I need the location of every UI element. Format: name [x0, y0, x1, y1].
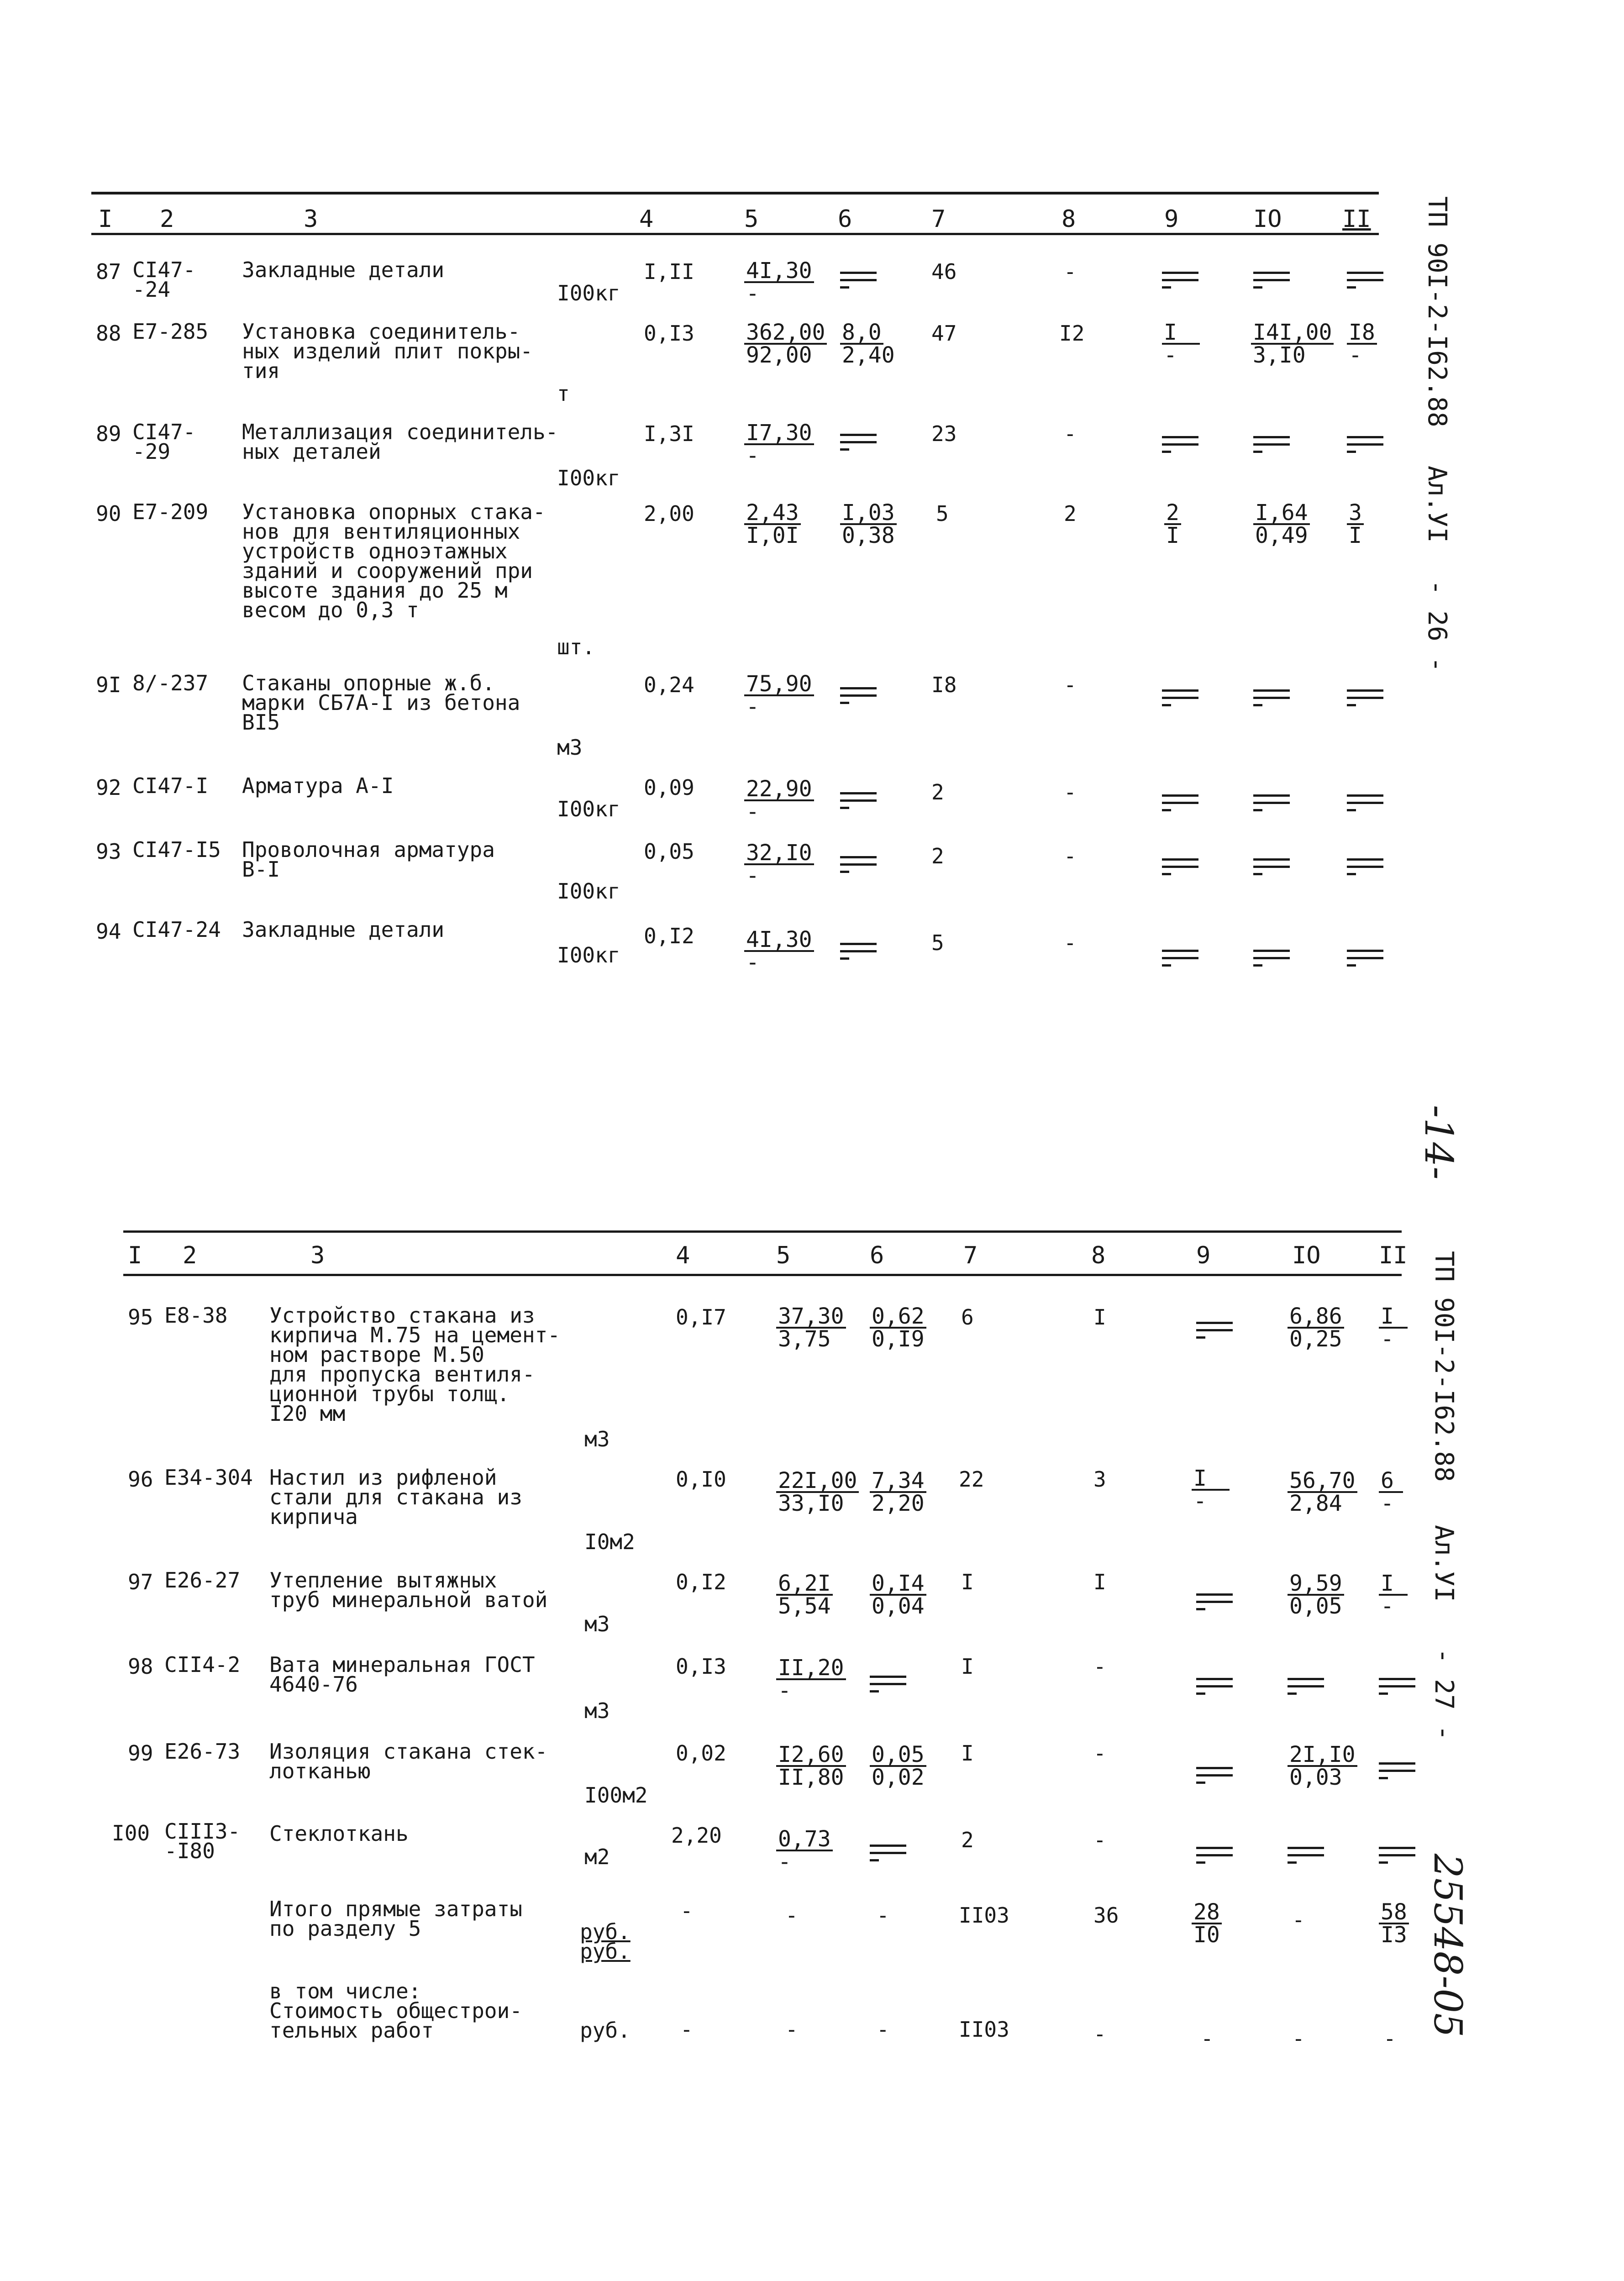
- row-description: Изоляция стакана стек- лотканью: [269, 1739, 548, 1783]
- ditto-mark: [1162, 950, 1198, 968]
- row-total: 22: [959, 1467, 984, 1492]
- row-col10: $\frac{9,59}{0,05}$: [1288, 1573, 1344, 1617]
- ditto-mark: [870, 1845, 906, 1863]
- ditto-mark: [1288, 1678, 1324, 1696]
- row-code: СI47- -24: [132, 258, 196, 302]
- row-quantity: 0,I3: [676, 1654, 726, 1679]
- row-number: 89: [96, 421, 121, 446]
- row-unit-price: 22,90 -: [744, 778, 814, 822]
- row-unit: м3: [584, 1698, 610, 1723]
- row-quantity: 2,00: [644, 501, 694, 526]
- row-description: Закладные детали: [242, 917, 445, 942]
- col-header-5: 5: [744, 205, 759, 233]
- row-description: Вата минеральная ГОСТ 4640-76: [269, 1652, 535, 1697]
- totals-col8: 36: [1093, 1903, 1119, 1928]
- bottom-top-rule: [123, 1230, 1402, 1233]
- row-unit-price: 4I,30 -: [744, 260, 814, 304]
- row-number: 92: [96, 775, 121, 800]
- ditto-mark: [1253, 950, 1290, 968]
- col-header-1: I: [128, 1242, 142, 1269]
- row-unit: I00кг: [557, 943, 620, 967]
- handwritten-code: 25548-05: [1425, 1854, 1470, 2038]
- row-col10: $\frac{I,64}{0,49}$: [1253, 502, 1310, 546]
- row-col9: I -: [1162, 322, 1200, 366]
- row-unit-price: 0,73 -: [776, 1829, 833, 1872]
- col-header-6: 6: [870, 1242, 884, 1269]
- ditto-mark: [1253, 794, 1290, 813]
- ditto-mark: [1162, 272, 1198, 290]
- ditto-mark: [840, 792, 877, 810]
- row-description: Арматура А-I: [242, 773, 394, 798]
- row-number: 97: [128, 1570, 153, 1594]
- row-unit: I00кг: [557, 797, 620, 821]
- stamp-code-bottom: ТП 90I-2-I62.88: [1429, 1251, 1459, 1482]
- col-header-7: 7: [963, 1242, 978, 1269]
- row-col8: -: [1064, 259, 1077, 284]
- page-number-top: - 26 -: [1422, 580, 1452, 673]
- col-header-8: 8: [1062, 205, 1076, 233]
- row-col6: $\frac{8,0}{2,40}$: [840, 322, 897, 366]
- row-col8: I: [1093, 1305, 1106, 1330]
- row-code: СIII3- -I80: [164, 1819, 241, 1863]
- totals-col4: -: [680, 1898, 693, 1923]
- ditto-mark: [870, 1676, 906, 1694]
- row-col8: 3: [1093, 1467, 1106, 1492]
- row-total: 6: [961, 1305, 974, 1330]
- row-code: СI47- -29: [132, 420, 196, 464]
- totals-col10: -: [1292, 1908, 1305, 1932]
- row-total: I: [961, 1570, 974, 1594]
- row-unit: I00кг: [557, 281, 620, 305]
- ditto-mark: [1253, 689, 1290, 708]
- row-unit-price: $\frac{I2,60}{II,80}$: [776, 1744, 846, 1788]
- ditto-mark: [1196, 1847, 1233, 1865]
- row-col11: 6 -: [1379, 1470, 1403, 1514]
- including-col4: -: [680, 2017, 693, 2042]
- row-code: Е26-27: [164, 1568, 241, 1592]
- row-number: 98: [128, 1654, 153, 1679]
- row-total: 47: [931, 321, 957, 346]
- album-label-top: Ал.УI: [1422, 466, 1452, 543]
- row-col10: $\frac{56,70}{2,84}$: [1288, 1470, 1357, 1514]
- row-col8: -: [1064, 673, 1077, 697]
- ditto-mark: [1253, 858, 1290, 877]
- row-total: I8: [931, 673, 957, 697]
- row-col11: $\frac{3}{I}$: [1347, 502, 1364, 546]
- row-quantity: 0,02: [676, 1741, 726, 1766]
- totals-col7: II03: [959, 1903, 1009, 1928]
- row-description: Устройство стакана из кирпича М.75 на цемент- ном растворе М.50 для пропуска вентиля- ционной трубы толщ. I20 мм: [269, 1303, 560, 1426]
- totals-col5: -: [785, 1903, 798, 1928]
- row-unit-price: 4I,30 -: [744, 929, 814, 973]
- row-number: 90: [96, 501, 121, 526]
- ditto-mark: [1347, 950, 1383, 968]
- row-quantity: 0,I2: [676, 1570, 726, 1594]
- ditto-mark: [1379, 1678, 1415, 1696]
- row-total: 46: [931, 259, 957, 284]
- ditto-mark: [840, 434, 877, 452]
- row-number: I00: [112, 1821, 150, 1845]
- row-unit-price: $\frac{37,30}{3,75}$: [776, 1306, 846, 1350]
- ditto-mark: [1196, 1593, 1233, 1612]
- ditto-mark: [1162, 689, 1198, 708]
- row-col8: -: [1064, 844, 1077, 868]
- ditto-mark: [1347, 858, 1383, 877]
- row-unit-price: $\frac{22I,00}{33,I0}$: [776, 1470, 859, 1514]
- ditto-mark: [1253, 272, 1290, 290]
- row-unit: т: [557, 381, 570, 406]
- row-unit-price: II,20 -: [776, 1657, 846, 1701]
- row-description: Настил из рифленой стали для стакана из кирпича: [269, 1465, 522, 1529]
- row-total: I: [961, 1654, 974, 1679]
- col-header-11: II: [1379, 1242, 1408, 1269]
- row-col6: $\frac{7,34}{2,20}$: [870, 1470, 926, 1514]
- row-quantity: I,II: [644, 259, 694, 284]
- row-number: 95: [128, 1305, 153, 1330]
- row-total: 2: [931, 780, 944, 804]
- ditto-mark: [1196, 1767, 1233, 1785]
- row-number: 9I: [96, 673, 121, 697]
- row-col8: -: [1093, 1654, 1106, 1679]
- totals-col11: $\frac{58}{I3}$: [1379, 1902, 1409, 1945]
- including-col8: -: [1093, 2022, 1106, 2046]
- ditto-mark: [1347, 794, 1383, 813]
- row-number: 94: [96, 919, 121, 944]
- col-header-8: 8: [1091, 1242, 1106, 1269]
- row-quantity: 0,24: [644, 673, 694, 697]
- col-header-2: 2: [183, 1242, 197, 1269]
- row-col10: $\frac{6,86}{0,25}$: [1288, 1306, 1344, 1350]
- col-header-4: 4: [639, 205, 654, 233]
- ditto-mark: [1162, 858, 1198, 877]
- row-col9: $\frac{2}{I}$: [1164, 502, 1181, 546]
- totals-unit: руб. руб.: [580, 1919, 631, 1964]
- row-unit: I00кг: [557, 879, 620, 904]
- row-number: 93: [96, 839, 121, 864]
- row-code: Е7-285: [132, 319, 209, 344]
- col-header-5: 5: [776, 1242, 791, 1269]
- handwritten-page-number: -14-: [1416, 1105, 1461, 1180]
- including-col5: -: [785, 2017, 798, 2042]
- col-header-9: 9: [1196, 1242, 1211, 1269]
- header-rule: [91, 233, 1379, 235]
- row-col10: $\frac{2I,I0}{0,03}$: [1288, 1744, 1357, 1788]
- col-header-9: 9: [1164, 205, 1179, 233]
- row-col10: $\frac{I4I,00}{3,I0}$: [1251, 322, 1334, 366]
- row-quantity: 0,09: [644, 775, 694, 800]
- album-label-bottom: Ал.УI: [1429, 1525, 1459, 1602]
- row-quantity: 0,05: [644, 839, 694, 864]
- row-code: Е7-209: [132, 499, 209, 524]
- row-number: 99: [128, 1741, 153, 1766]
- col-header-2: 2: [160, 205, 174, 233]
- row-unit: I0м2: [584, 1529, 635, 1554]
- row-total: 2: [961, 1828, 974, 1852]
- ditto-mark: [1162, 436, 1198, 454]
- row-col8: -: [1064, 930, 1077, 955]
- including-unit: руб.: [580, 2018, 631, 2043]
- including-col10: -: [1292, 2026, 1305, 2051]
- row-code: СI47-I5: [132, 837, 221, 862]
- row-quantity: 2,20: [671, 1823, 722, 1848]
- row-unit: м3: [584, 1612, 610, 1636]
- ditto-mark: [1253, 436, 1290, 454]
- including-description: в том числе: Стоимость общестрои- тельных работ: [269, 1979, 522, 2043]
- row-code: СI47-I: [132, 773, 209, 798]
- row-col8: -: [1093, 1741, 1106, 1766]
- row-total: 2: [931, 844, 944, 868]
- col-header-1: I: [98, 205, 113, 233]
- col-header-11: II: [1342, 205, 1371, 233]
- row-col9: I -: [1192, 1468, 1230, 1512]
- row-col6: $\frac{I,03}{0,38}$: [840, 502, 897, 546]
- ditto-mark: [1162, 794, 1198, 813]
- ditto-mark: [1196, 1322, 1233, 1340]
- row-unit-price: $\frac{362,00}{92,00}$: [744, 322, 827, 366]
- page-number-bottom: - 27 -: [1429, 1648, 1459, 1741]
- row-unit-price: $\frac{6,2I}{5,54}$: [776, 1573, 833, 1617]
- row-unit-price: 75,90 -: [744, 673, 814, 717]
- including-col7: II03: [959, 2017, 1009, 2042]
- ditto-mark: [840, 687, 877, 705]
- row-col11: I -: [1379, 1306, 1408, 1350]
- row-total: 5: [936, 501, 949, 526]
- row-unit: м2: [584, 1845, 610, 1869]
- row-number: 96: [128, 1467, 153, 1492]
- row-description: Металлизация соединитель- ных деталей: [242, 420, 558, 464]
- row-col6: $\frac{0,05}{0,02}$: [870, 1744, 926, 1788]
- col-header-7: 7: [931, 205, 946, 233]
- row-unit: м3: [584, 1427, 610, 1451]
- row-description: Проволочная арматура В-I: [242, 837, 495, 882]
- col-header-3: 3: [310, 1242, 325, 1269]
- ditto-mark: [840, 272, 877, 290]
- ditto-mark: [1347, 689, 1383, 708]
- including-col11: -: [1383, 2026, 1396, 2051]
- ditto-mark: [1347, 272, 1383, 290]
- row-code: Е8-38: [164, 1303, 228, 1328]
- row-col6: $\frac{0,62}{0,I9}$: [870, 1306, 926, 1350]
- row-unit-price: $\frac{2,43}{I,0I}$: [744, 502, 801, 546]
- row-total: 23: [931, 421, 957, 446]
- row-unit: I00м2: [584, 1783, 648, 1808]
- row-unit: м3: [557, 735, 583, 760]
- row-total: I: [961, 1741, 974, 1766]
- row-col11: I8 -: [1347, 322, 1377, 366]
- col-header-3: 3: [304, 205, 318, 233]
- row-description: Стеклоткань: [269, 1821, 409, 1846]
- row-quantity: I,3I: [644, 421, 694, 446]
- row-unit-price: I7,30 -: [744, 422, 814, 466]
- row-description: Установка соединитель- ных изделий плит покры- тия: [242, 319, 533, 383]
- col-header-6: 6: [838, 205, 852, 233]
- row-number: 88: [96, 321, 121, 346]
- row-unit: шт.: [557, 635, 595, 659]
- row-code: Е34-304: [164, 1465, 253, 1490]
- row-number: 87: [96, 259, 121, 284]
- row-col11: I -: [1379, 1573, 1408, 1617]
- row-quantity: 0,I3: [644, 321, 694, 346]
- ditto-mark: [840, 856, 877, 874]
- bottom-header-rule: [123, 1274, 1402, 1276]
- stamp-code-top: ТП 90I-2-I62.88: [1422, 196, 1452, 427]
- totals-description: Итого прямые затраты по разделу 5: [269, 1897, 522, 1941]
- row-quantity: 0,I0: [676, 1467, 726, 1492]
- col-header-10: IO: [1253, 205, 1282, 233]
- ditto-mark: [1288, 1847, 1324, 1865]
- totals-col9: $\frac{28}{I0}$: [1192, 1902, 1222, 1945]
- row-col6: $\frac{0,I4}{0,04}$: [870, 1573, 926, 1617]
- row-col8: I2: [1059, 321, 1085, 346]
- row-description: Стаканы опорные ж.б. марки СБ7А-I из бетона ВI5: [242, 671, 520, 735]
- ditto-mark: [1196, 1678, 1233, 1696]
- ditto-mark: [1379, 1762, 1415, 1781]
- row-code: СI47-24: [132, 917, 221, 942]
- row-total: 5: [931, 930, 944, 955]
- row-col8: 2: [1064, 501, 1077, 526]
- row-unit: I00кг: [557, 466, 620, 490]
- ditto-mark: [1379, 1847, 1415, 1865]
- row-unit-price: 32,I0 -: [744, 842, 814, 886]
- row-code: Е26-73: [164, 1739, 241, 1764]
- totals-col6: -: [877, 1903, 889, 1928]
- ditto-mark: [1347, 436, 1383, 454]
- row-col8: -: [1064, 780, 1077, 804]
- row-col8: -: [1093, 1828, 1106, 1852]
- row-description: Закладные детали: [242, 258, 445, 282]
- top-rule: [91, 192, 1379, 194]
- row-quantity: 0,I2: [644, 924, 694, 948]
- row-code: СII4-2: [164, 1652, 241, 1677]
- row-quantity: 0,I7: [676, 1305, 726, 1330]
- including-col9: -: [1201, 2026, 1214, 2051]
- row-description: Установка опорных стака- нов для вентиляционных устройств одноэтажных зданий и сооружений при высоте здания до 25 м весом до 0,3 т: [242, 499, 546, 622]
- col-header-10: IO: [1292, 1242, 1321, 1269]
- row-description: Утепление вытяжных труб минеральной ватой: [269, 1568, 548, 1612]
- ditto-mark: [840, 943, 877, 961]
- including-col6: -: [877, 2017, 889, 2042]
- col-header-4: 4: [676, 1242, 690, 1269]
- row-col8: -: [1064, 421, 1077, 446]
- row-col8: I: [1093, 1570, 1106, 1594]
- row-code: 8/-237: [132, 671, 209, 695]
